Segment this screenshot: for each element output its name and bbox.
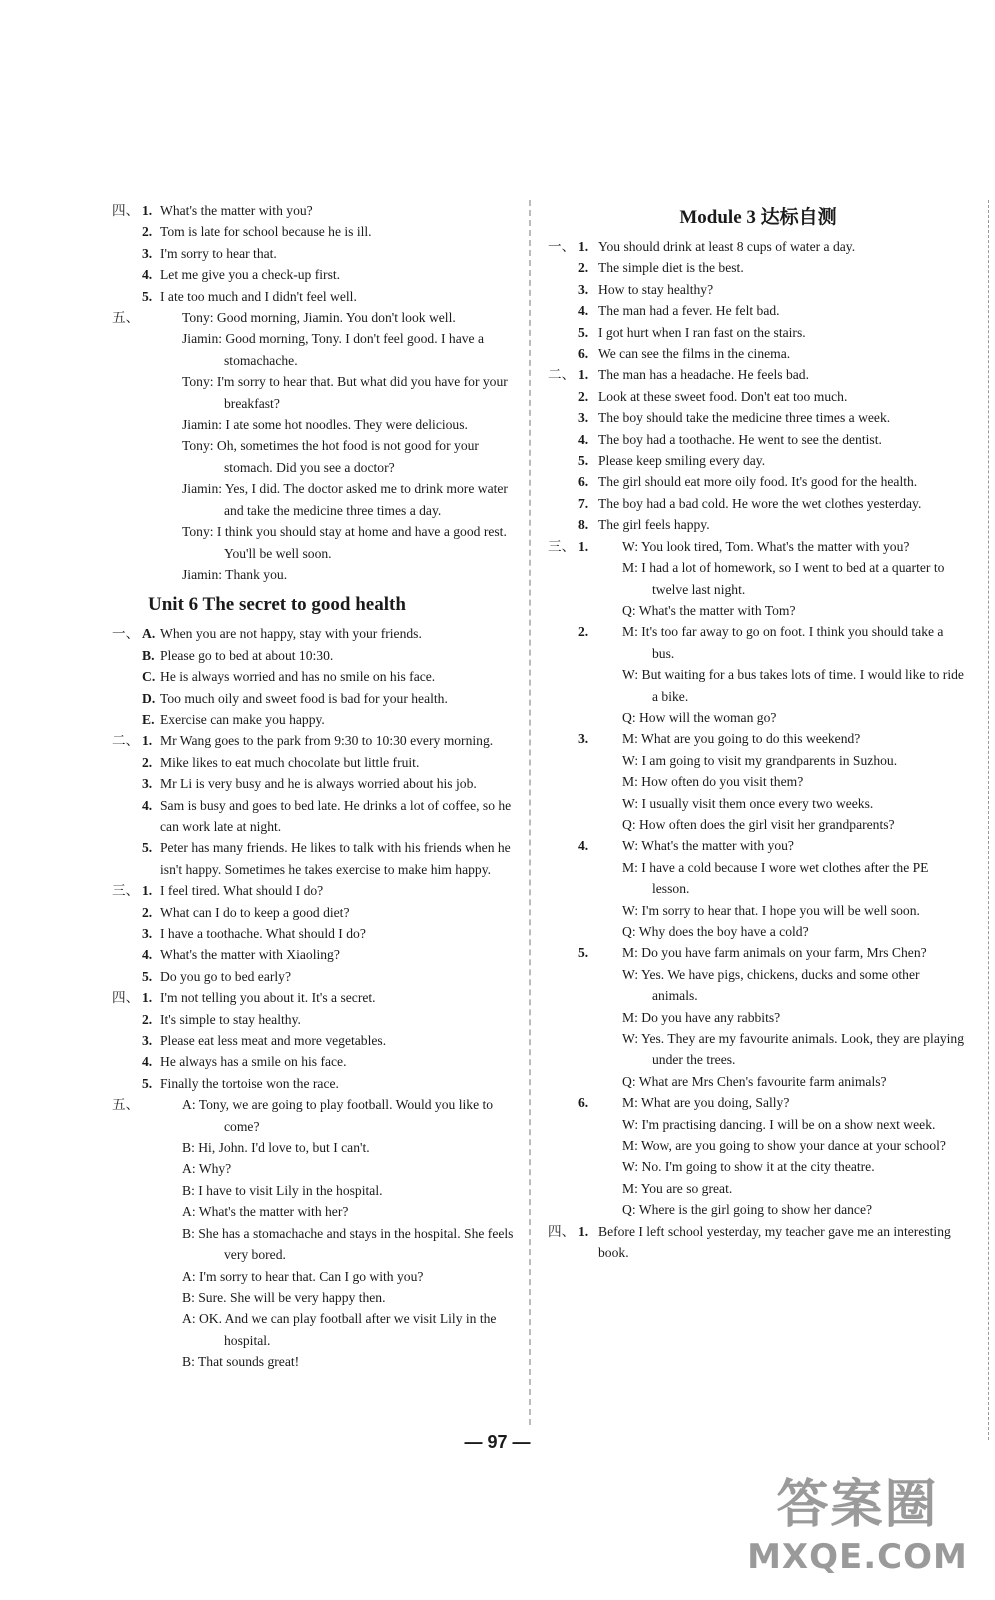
item-number: 1. [142, 733, 153, 749]
answer-item [548, 322, 968, 343]
script-line: W: You look tired, Tom. What's the matter with you? [622, 538, 910, 554]
section-marker: 一、 [548, 239, 576, 254]
section-marker: 二、 [112, 733, 140, 749]
answer-item [112, 264, 520, 285]
dialogue-line [112, 1094, 520, 1137]
script-line: M: What are you going to do this weekend? [622, 731, 861, 747]
script-line: W: No. I'm going to show it at the city theatre. [622, 1159, 875, 1175]
answer-item [548, 300, 968, 321]
section-marker: 四、 [112, 990, 140, 1006]
dialogue-line [112, 1266, 520, 1287]
item-number: 1. [578, 1223, 589, 1239]
item-number: 5. [578, 945, 589, 961]
item-number: 5. [142, 968, 153, 984]
answer-text: Do you go to bed early? [160, 968, 291, 984]
section-marker: 五、 [112, 1097, 140, 1113]
item-number: 4. [578, 431, 589, 447]
item-number: 3. [142, 1033, 153, 1049]
script-line: M: I have a cold because I wore wet clothes after the PE lesson. [622, 859, 929, 897]
answer-text: The girl should eat more oily food. It's good for the health. [598, 474, 918, 490]
answer-text: When you are not happy, stay with your friends. [160, 626, 422, 642]
script-line: Q: How often does the girl visit her grandparents? [622, 816, 895, 832]
item-number: 4. [142, 797, 153, 813]
item-number: 2. [578, 624, 589, 640]
item-number: C. [142, 669, 156, 685]
dialogue-text: Jiamin: Thank you. [182, 566, 288, 582]
answer-text: The man has a headache. He feels bad. [598, 367, 809, 383]
left-column [112, 200, 520, 1373]
script-line: Q: What's the matter with Tom? [622, 602, 796, 618]
answer-item [548, 1199, 968, 1220]
item-number: 4. [578, 303, 589, 319]
answer-item [548, 343, 968, 364]
item-number: 2. [578, 260, 589, 276]
dialogue-text: Jiamin: I ate some hot noodles. They were delicious. [182, 417, 468, 433]
section-marker: 三、 [112, 883, 140, 899]
answer-item [112, 837, 520, 880]
item-number: 1. [578, 367, 589, 383]
script-line: Q: Why does the boy have a cold? [622, 924, 809, 939]
dialogue-text: Tony: Oh, sometimes the hot food is not good for your stomach. Did you see a doctor? [182, 438, 479, 475]
answer-item [112, 243, 520, 264]
answer-item [548, 514, 968, 535]
answer-item [548, 1071, 968, 1092]
answer-item [548, 621, 968, 664]
dialogue-text: Jiamin: Good morning, Tony. I don't feel good. I have a stomachache. [182, 331, 485, 368]
answer-item [112, 221, 520, 242]
answer-text: The simple diet is the best. [598, 260, 744, 276]
answer-item [548, 771, 968, 792]
answer-item [548, 728, 968, 749]
answer-item [112, 200, 520, 221]
dialogue-text: A: What's the matter with her? [182, 1204, 349, 1220]
answer-text: Let me give you a check-up first. [160, 267, 341, 283]
answer-item [112, 688, 520, 709]
item-number: 3. [142, 245, 153, 261]
dialogue-line [112, 1137, 520, 1158]
dialogue-line [112, 1287, 520, 1308]
answer-item [112, 902, 520, 923]
answer-item [112, 1073, 520, 1094]
answer-item [548, 364, 968, 385]
answer-item [548, 942, 968, 963]
item-number: 2. [578, 388, 589, 404]
answer-text: We can see the films in the cinema. [598, 346, 791, 362]
dialogue-text: B: I have to visit Lily in the hospital. [182, 1182, 383, 1198]
dialogue-text: Tony: I think you should stay at home and have a good rest. You'll be well soon. [182, 524, 507, 561]
answer-item [548, 793, 968, 814]
dialogue-text: Tony: I'm sorry to hear that. But what did you have for your breakfast? [182, 374, 508, 411]
item-number: 3. [142, 926, 153, 941]
answer-item [112, 623, 520, 644]
item-number: 4. [142, 267, 153, 283]
answer-item [112, 880, 520, 901]
answer-item [548, 236, 968, 257]
dialogue-text: A: Why? [182, 1161, 232, 1177]
section-marker: 四、 [548, 1223, 576, 1239]
dialogue-line [112, 1201, 520, 1222]
answer-item [112, 645, 520, 666]
script-line: Q: Where is the girl going to show her dance? [622, 1202, 873, 1218]
answer-item [112, 773, 520, 794]
answer-item [548, 664, 968, 707]
item-number: B. [142, 647, 155, 663]
watermark-logo [740, 1473, 975, 1588]
answer-text: It's simple to stay healthy. [160, 1011, 301, 1027]
answer-text: The man had a fever. He felt bad. [598, 303, 780, 319]
item-number: 6. [578, 1095, 589, 1111]
answer-item [548, 386, 968, 407]
answer-item [548, 921, 968, 942]
item-number: 5. [578, 453, 589, 469]
answer-item [548, 900, 968, 921]
answer-item [548, 1007, 968, 1028]
item-number: 3. [142, 776, 153, 792]
item-number: 2. [142, 754, 153, 770]
answer-text: Mr Li is very busy and he is always worried about his job. [160, 776, 477, 792]
right-column [548, 200, 968, 1264]
dialogue-text: A: OK. And we can play football after we visit Lily in the hospital. [182, 1311, 497, 1348]
item-number: D. [142, 690, 156, 706]
item-number: 6. [578, 474, 589, 490]
dialogue-text: A: Tony, we are going to play football. Would you like to come? [182, 1097, 494, 1134]
answer-text: I'm not telling you about it. It's a secret. [160, 990, 376, 1006]
answer-item [548, 257, 968, 278]
answer-item [548, 536, 968, 557]
answer-text: Exercise can make you happy. [160, 711, 325, 727]
answer-text: I'm sorry to hear that. [160, 245, 277, 261]
script-line: M: Do you have any rabbits? [622, 1009, 781, 1025]
answer-text: The boy had a bad cold. He wore the wet clothes yesterday. [598, 495, 922, 511]
script-line: W: I'm sorry to hear that. I hope you will be well soon. [622, 902, 920, 918]
dialogue-line [112, 307, 520, 328]
item-number: 3. [578, 281, 589, 297]
script-line: W: I'm practising dancing. I will be on a show next week. [622, 1116, 936, 1132]
item-number: 7. [578, 495, 589, 511]
dialogue-line [112, 414, 520, 435]
answer-text: Please eat less meat and more vegetables. [160, 1033, 387, 1049]
answer-text: You should drink at least 8 cups of water a day. [598, 239, 856, 254]
script-line: M: I had a lot of homework, so I went to bed at a quarter to twelve last night. [622, 560, 945, 597]
answer-item [112, 730, 520, 751]
dialogue-line [112, 1180, 520, 1201]
answer-item [548, 857, 968, 900]
answer-item [112, 1009, 520, 1030]
item-number: 4. [578, 838, 589, 854]
item-number: 1. [142, 990, 153, 1006]
script-line: W: I am going to visit my grandparents in Suzhou. [622, 752, 898, 768]
item-number: 6. [578, 346, 589, 362]
answer-item [112, 944, 520, 965]
item-number: 1. [142, 203, 153, 218]
answer-text: I ate too much and I didn't feel well. [160, 288, 357, 304]
section-marker: 一、 [112, 626, 140, 642]
dialogue-line [112, 1223, 520, 1266]
section-marker: 四、 [112, 203, 140, 218]
item-number: 8. [578, 517, 589, 533]
answer-text: Mike likes to eat much chocolate but little fruit. [160, 754, 420, 770]
dialogue-text: B: That sounds great! [182, 1354, 300, 1370]
section-heading: Module 3 达标自测 [679, 207, 837, 228]
answer-item [112, 923, 520, 944]
item-number: 5. [142, 288, 153, 304]
dialogue-line [112, 328, 520, 371]
answer-item [112, 752, 520, 773]
script-line: Q: How will the woman go? [622, 709, 777, 725]
item-number: 3. [578, 731, 589, 747]
answer-item [548, 450, 968, 471]
answer-item [548, 814, 968, 835]
script-line: M: How often do you visit them? [622, 774, 804, 790]
script-line: M: What are you doing, Sally? [622, 1095, 790, 1111]
answer-item [548, 557, 968, 600]
dialogue-text: Tony: Good morning, Jiamin. You don't look well. [182, 310, 456, 326]
item-number: 5. [578, 324, 589, 340]
answer-text: What's the matter with you? [160, 203, 313, 218]
script-line: M: Do you have farm animals on your farm, Mrs Chen? [622, 945, 927, 961]
answer-text: Please go to bed at about 10:30. [160, 647, 334, 663]
dialogue-line [112, 564, 520, 585]
answer-text: What can I do to keep a good diet? [160, 904, 350, 920]
answer-text: The boy should take the medicine three times a week. [598, 410, 891, 426]
answer-item [548, 835, 968, 856]
item-number: E. [142, 711, 155, 727]
dialogue-line [112, 1308, 520, 1351]
item-number: 5. [142, 1075, 153, 1091]
item-number: 5. [142, 840, 153, 856]
answer-item [548, 279, 968, 300]
answer-text: Before I left school yesterday, my teacher gave me an interesting book. [598, 1223, 951, 1261]
answer-item [548, 1092, 968, 1113]
answer-text: Please keep smiling every day. [598, 453, 766, 469]
answer-item [548, 1178, 968, 1199]
script-line: W: What's the matter with you? [622, 838, 794, 854]
answer-text: Look at these sweet food. Don't eat too much. [598, 388, 848, 404]
answer-item [112, 709, 520, 730]
dialogue-line [112, 435, 520, 478]
answer-item [548, 1221, 968, 1264]
dialogue-text: A: I'm sorry to hear that. Can I go with you? [182, 1268, 424, 1284]
script-line: M: Wow, are you going to show your dance at your school? [622, 1138, 946, 1154]
answer-item [548, 471, 968, 492]
column-divider [529, 200, 531, 1425]
answer-item [548, 429, 968, 450]
watermark-text-top: 答案圈 [776, 1475, 939, 1535]
answer-item [548, 1114, 968, 1135]
page-edge-line [988, 200, 989, 1440]
section-marker: 二、 [548, 367, 576, 383]
item-number: 1. [578, 239, 589, 254]
answer-text: Sam is busy and goes to bed late. He drinks a lot of coffee, so he can work late at night. [160, 797, 512, 834]
answer-item [548, 964, 968, 1007]
answer-item [548, 1135, 968, 1156]
script-line: W: But waiting for a bus takes lots of time. I would like to ride a bike. [622, 667, 964, 704]
answer-text: The boy had a toothache. He went to see the dentist. [598, 431, 882, 447]
watermark-text-bottom: MXQE.COM [747, 1537, 968, 1577]
answer-item [548, 493, 968, 514]
answer-item [548, 750, 968, 771]
item-number: A. [142, 626, 156, 642]
answer-text: I feel tired. What should I do? [160, 883, 324, 899]
answer-item [112, 666, 520, 687]
page-number: — 97 — [464, 1432, 531, 1452]
script-line: M: You are so great. [622, 1180, 733, 1196]
answer-text: He always has a smile on his face. [160, 1054, 347, 1070]
section-heading: Unit 6 The secret to good health [148, 594, 406, 616]
answer-text: What's the matter with Xiaoling? [160, 947, 340, 963]
answer-text: Peter has many friends. He likes to talk with his friends when he isn't happy. Sometimes he takes exercise to make him happy. [160, 840, 511, 877]
script-line: W: I usually visit them once every two weeks. [622, 795, 874, 811]
answer-item [112, 1051, 520, 1072]
item-number: 4. [142, 1054, 153, 1070]
answer-text: He is always worried and has no smile on his face. [160, 669, 436, 685]
script-line: Q: What are Mrs Chen's favourite farm animals? [622, 1073, 887, 1089]
answer-item [548, 1028, 968, 1071]
answer-text: Too much oily and sweet food is bad for your health. [160, 690, 448, 706]
answer-item [112, 987, 520, 1008]
script-line: W: Yes. They are my favourite animals. Look, they are playing under the trees. [622, 1031, 965, 1068]
item-number: 1. [142, 883, 153, 899]
section-marker: 五、 [112, 310, 140, 326]
answer-text: Finally the tortoise won the race. [160, 1075, 339, 1091]
answer-text: Mr Wang goes to the park from 9:30 to 10:30 every morning. [160, 733, 494, 749]
dialogue-text: B: Sure. She will be very happy then. [182, 1289, 386, 1305]
answer-text: Tom is late for school because he is ill. [160, 224, 372, 240]
answer-text: I have a toothache. What should I do? [160, 926, 366, 941]
dialogue-line [112, 478, 520, 521]
script-line: M: It's too far away to go on foot. I think you should take a bus. [622, 624, 944, 661]
item-number: 2. [142, 224, 153, 240]
answer-item [548, 600, 968, 621]
answer-item [548, 407, 968, 428]
item-number: 2. [142, 904, 153, 920]
item-number: 3. [578, 410, 589, 426]
answer-item [112, 1030, 520, 1051]
dialogue-text: Jiamin: Yes, I did. The doctor asked me to drink more water and take the medicine three times a day. [182, 481, 508, 518]
answer-text: How to stay healthy? [598, 281, 714, 297]
item-number: 1. [578, 538, 589, 554]
answer-item [112, 286, 520, 307]
script-line: W: Yes. We have pigs, chickens, ducks and some other animals. [622, 966, 920, 1004]
item-number: 4. [142, 947, 153, 963]
dialogue-line [112, 521, 520, 564]
dialogue-text: B: Hi, John. I'd love to, but I can't. [182, 1140, 370, 1156]
dialogue-text: B: She has a stomachache and stays in the hospital. She feels very bored. [182, 1225, 514, 1263]
dialogue-line [112, 371, 520, 414]
answer-item [548, 1156, 968, 1177]
dialogue-line [112, 1351, 520, 1372]
answer-text: The girl feels happy. [598, 517, 710, 533]
answer-item [112, 795, 520, 838]
section-marker: 三、 [548, 538, 576, 554]
answer-item [548, 707, 968, 728]
answer-item [112, 966, 520, 987]
item-number: 2. [142, 1011, 153, 1027]
answer-text: I got hurt when I ran fast on the stairs. [598, 324, 806, 340]
dialogue-line [112, 1158, 520, 1179]
